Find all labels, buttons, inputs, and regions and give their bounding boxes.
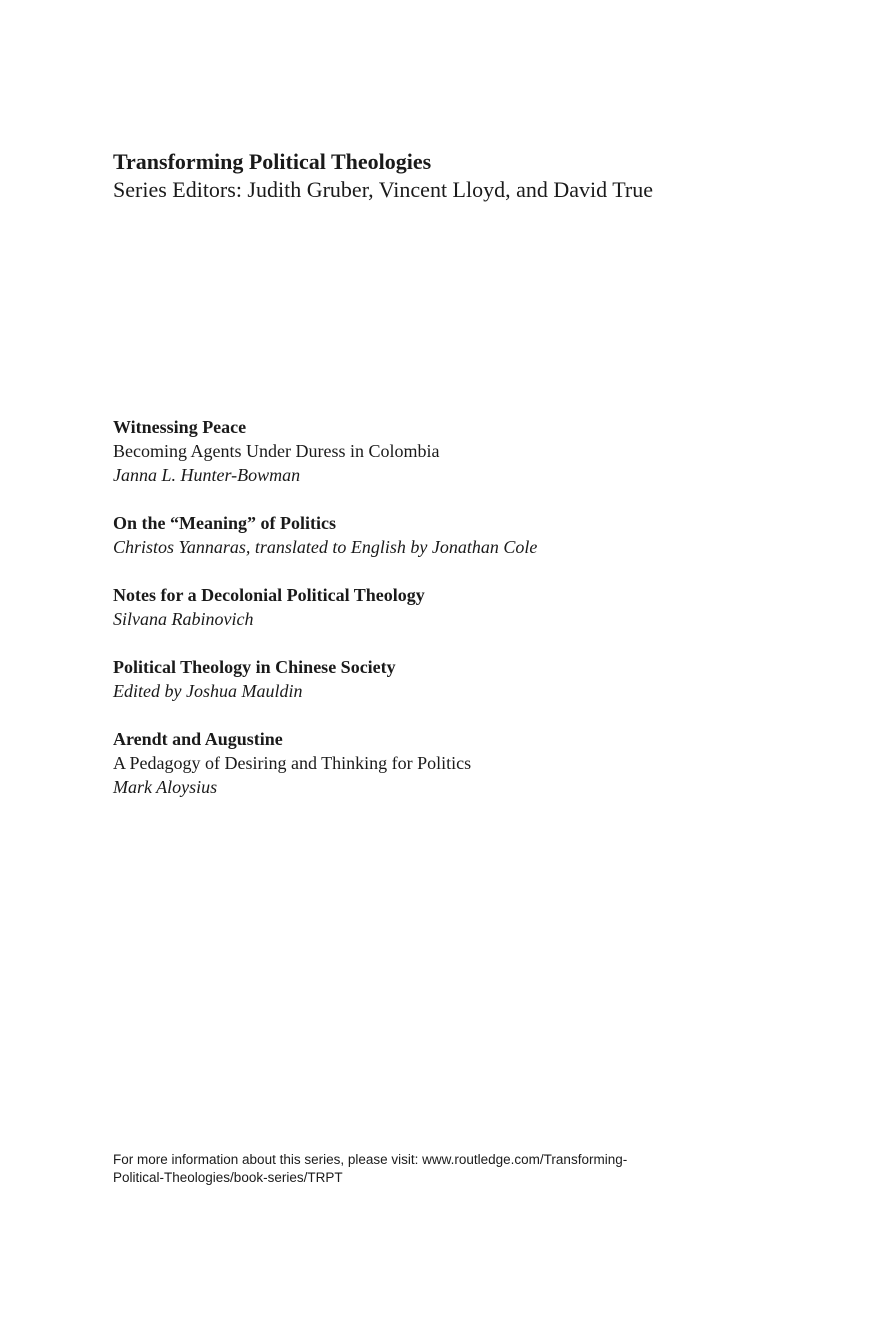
book-title: Witnessing Peace xyxy=(113,417,247,437)
book-entry xyxy=(113,511,853,559)
book-entry xyxy=(113,655,853,703)
footer-line: Political-Theologies/book-series/TRPT xyxy=(113,1170,343,1185)
book-title: Notes for a Decolonial Political Theology xyxy=(113,585,425,605)
book-entry xyxy=(113,727,853,799)
book-title: On the “Meaning” of Politics xyxy=(113,513,336,533)
book-entry xyxy=(113,583,853,631)
book-list xyxy=(113,415,853,823)
book-subtitle: Becoming Agents Under Duress in Colombia xyxy=(113,441,440,461)
book-title: Political Theology in Chinese Society xyxy=(113,657,396,677)
book-title: Arendt and Augustine xyxy=(113,729,283,749)
footer-line: For more information about this series, please visit: www.routledge.com/Transforming- xyxy=(113,1152,628,1167)
series-info-footer xyxy=(113,1151,753,1187)
book-author: Silvana Rabinovich xyxy=(113,609,254,629)
series-editors: Series Editors: Judith Gruber, Vincent Lloyd, and David True xyxy=(113,177,653,202)
book-subtitle: A Pedagogy of Desiring and Thinking for Politics xyxy=(113,753,472,773)
book-entry xyxy=(113,415,853,487)
book-author: Christos Yannaras, translated to English by Jonathan Cole xyxy=(113,537,538,557)
book-author: Edited by Joshua Mauldin xyxy=(113,681,303,701)
book-author: Janna L. Hunter-Bowman xyxy=(113,465,301,485)
book-author: Mark Aloysius xyxy=(113,777,218,797)
series-header xyxy=(113,148,853,204)
series-title: Transforming Political Theologies xyxy=(113,149,432,174)
